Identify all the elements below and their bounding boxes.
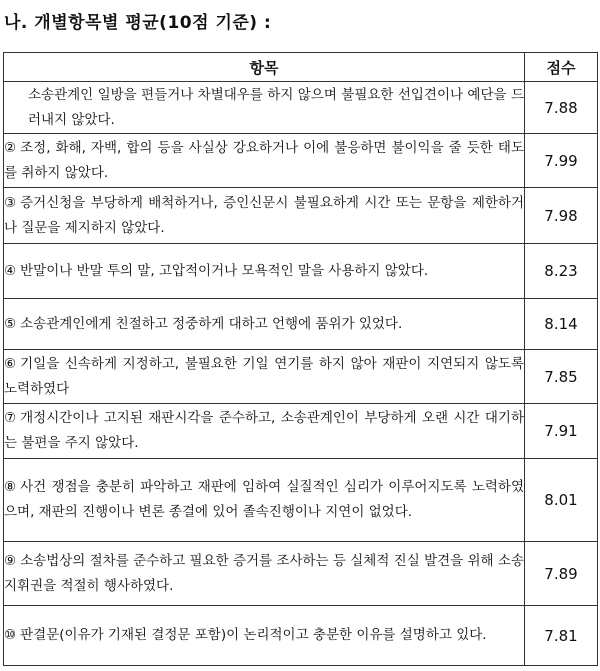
item-cell: [4, 542, 525, 606]
item-number: ⑨: [4, 552, 17, 569]
score-cell: 7.98: [525, 188, 598, 244]
item-cell: [4, 82, 525, 134]
item-cell: [4, 299, 525, 350]
item-text: 반말이나 반말 투의 말, 고압적이거나 모욕적인 말을 사용하지 않았다.: [20, 262, 429, 279]
item-cell: [4, 134, 525, 188]
score-cell: 8.01: [525, 459, 598, 542]
score-cell: 7.81: [525, 606, 598, 666]
item-cell: [4, 188, 525, 244]
item-number: ④: [4, 262, 17, 279]
item-text: 소송법상의 절차를 준수하고 필요한 증거를 조사하는 등 실체적 진실 발견을 위해 소송지휘권을 적절히 행사하였다.: [4, 552, 524, 594]
item-number: ②: [4, 139, 17, 156]
item-text: 증거신청을 부당하게 배척하거나, 증인신문시 불필요하게 시간 또는 문항을 제한하거나 질문을 제지하지 않았다.: [4, 194, 524, 236]
section-heading: 나. 개별항목별 평균(10점 기준) :: [4, 13, 272, 33]
column-header-item: 항목: [4, 53, 525, 82]
average-scores-table: [3, 52, 598, 666]
item-text: 개정시간이나 고지된 재판시각을 준수하고, 소송관계인이 부당하게 오랜 시간 대기하는 불편을 주지 않았다.: [4, 410, 524, 451]
item-number: ⑤: [4, 315, 17, 332]
table-row: [4, 134, 598, 188]
item-number: ③: [4, 194, 17, 211]
table-row: [4, 350, 598, 404]
score-cell: 7.99: [525, 134, 598, 188]
table-row: [4, 244, 598, 299]
table-row: [4, 606, 598, 666]
item-cell: [4, 350, 525, 404]
item-text: 조정, 화해, 자백, 합의 등을 사실상 강요하거나 이에 불응하면 불이익을 줄 듯한 태도를 취하지 않았다.: [4, 139, 524, 181]
item-text: 소송관계인 일방을 편들거나 차별대우를 하지 않으며 불필요한 선입견이나 예단을 드러내지 않았다.: [28, 86, 524, 128]
table-row: [4, 188, 598, 244]
table-row: [4, 404, 598, 459]
table-row: [4, 82, 598, 134]
column-header-score: 점수: [525, 53, 598, 82]
score-cell: 8.23: [525, 244, 598, 299]
score-cell: 7.89: [525, 542, 598, 606]
table-row: [4, 299, 598, 350]
item-cell: [4, 404, 525, 459]
item-number: ⑥: [4, 355, 17, 372]
item-text: 소송관계인에게 친절하고 정중하게 대하고 언행에 품위가 있었다.: [20, 315, 403, 332]
item-text: 사건 쟁점을 충분히 파악하고 재판에 임하여 실질적인 심리가 이루어지도록 노력하였으며, 재판의 진행이나 변론 종결에 있어 졸속진행이나 지연이 없었다.: [4, 479, 524, 520]
table-row: [4, 542, 598, 606]
score-cell: 7.88: [525, 82, 598, 134]
item-text: 판결문(이유가 기재된 결정문 포함)이 논리적이고 충분한 이유를 설명하고 있다.: [20, 627, 487, 643]
score-cell: 7.85: [525, 350, 598, 404]
item-number: ⑩: [4, 627, 17, 643]
item-text: 기일을 신속하게 지정하고, 불필요한 기일 연기를 하지 않아 재판이 지연되지 않도록 노력하였다: [4, 355, 524, 397]
item-cell: [4, 606, 525, 666]
table-header-row: [4, 53, 598, 82]
score-cell: 7.91: [525, 404, 598, 459]
table-row: [4, 459, 598, 542]
score-cell: 8.14: [525, 299, 598, 350]
item-cell: [4, 244, 525, 299]
item-number: ⑦: [4, 410, 17, 426]
item-number: ⑧: [4, 479, 17, 495]
item-cell: [4, 459, 525, 542]
